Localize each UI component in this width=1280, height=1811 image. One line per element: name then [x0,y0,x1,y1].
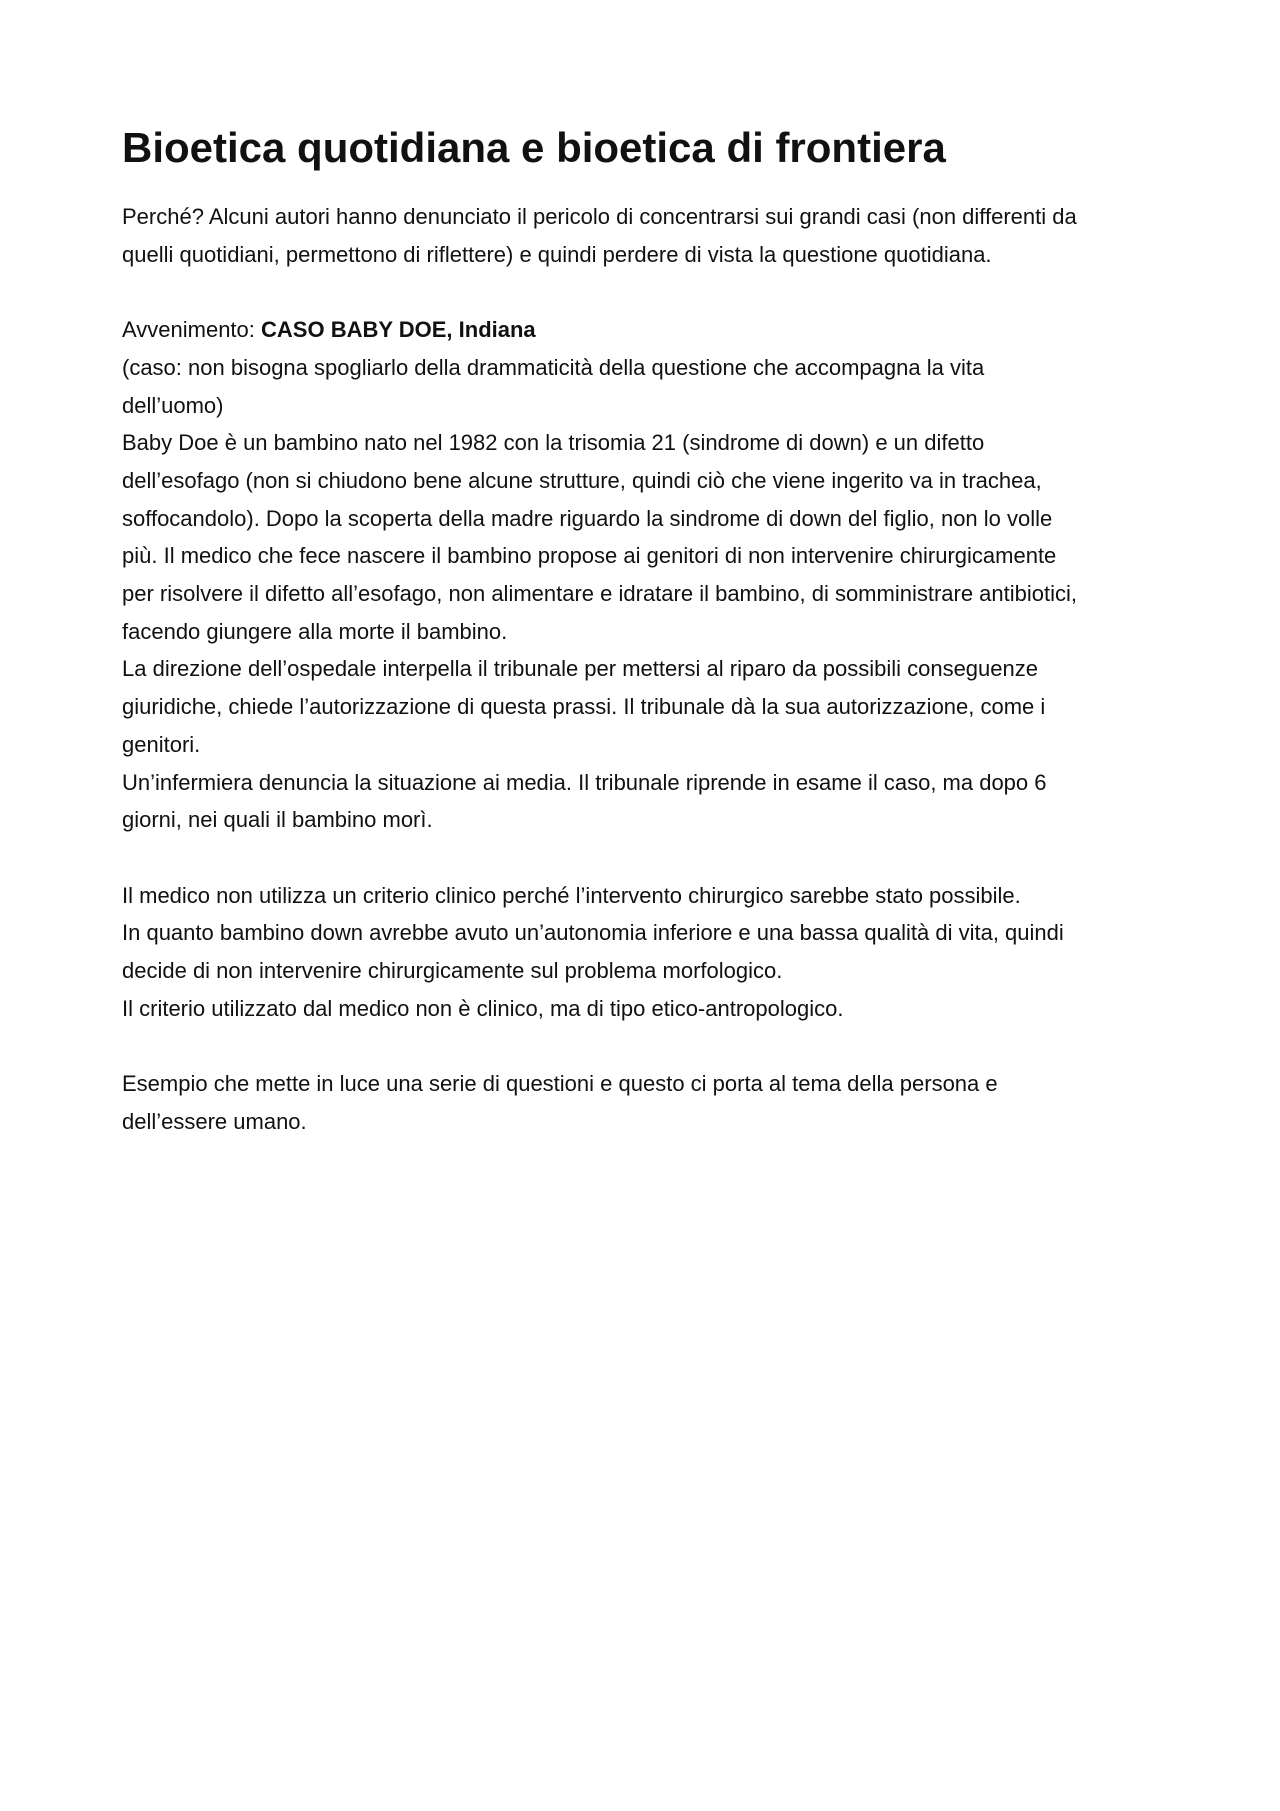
text-line: dell’uomo) [122,392,224,418]
paragraph-spacer [122,273,1182,311]
text-line: genitori. [122,731,201,757]
text-line: quelli quotidiani, permettono di riflettere) e quindi perdere di vista la questione quotidiana. [122,241,992,267]
text-line: soffocandolo). Dopo la scoperta della madre riguardo la sindrome di down del figlio, non lo volle [122,505,1053,531]
text-line: giorni, nei quali il bambino morì. [122,807,433,833]
case-section [122,311,1182,839]
intro-paragraph [122,198,1182,273]
paragraph-spacer [122,839,1182,877]
text-line: decide di non intervenire chirurgicamente sul problema morfologico. [122,958,783,984]
document-page [122,118,1182,1141]
text-line: Baby Doe è un bambino nato nel 1982 con la trisomia 21 (sindrome di down) e un difetto [122,430,985,456]
text-line: Perché? Alcuni autori hanno denunciato il pericolo di concentrarsi sui grandi casi (non differenti da [122,204,1077,229]
analysis-paragraph [122,877,1182,1028]
conclusion-paragraph [122,1065,1182,1140]
text-line: Esempio che mette in luce una serie di questioni e questo ci porta al tema della persona e [122,1071,998,1097]
event-label: Avvenimento: [122,317,262,343]
text-line: Il medico non utilizza un criterio clinico perché l’intervento chirurgico sarebbe stato possibile. [122,882,1021,908]
text-line: facendo giungere alla morte il bambino. [122,618,508,644]
text-line: dell’esofago (non si chiudono bene alcune strutture, quindi ciò che viene ingerito va in trachea, [122,467,1042,493]
text-line: Un’infermiera denuncia la situazione ai media. Il tribunale riprende in esame il caso, ma dopo 6 [122,769,1047,795]
text-line: (caso: non bisogna spogliarlo della drammaticità della questione che accompagna la vita [122,354,985,380]
paragraph-spacer [122,1027,1182,1065]
text-line: più. Il medico che fece nascere il bambino propose ai genitori di non intervenire chirurgicamente [122,543,1057,569]
text-line: dell’essere umano. [122,1108,307,1134]
event-line [122,311,1182,349]
text-line: In quanto bambino down avrebbe avuto un’autonomia inferiore e una bassa qualità di vita, quindi [122,920,1064,946]
text-line: per risolvere il difetto all’esofago, non alimentare e idratare il bambino, di somministrare antibiotici, [122,581,1078,607]
text-line: La direzione dell’ospedale interpella il tribunale per mettersi al riparo da possibili conseguenze [122,656,1038,682]
event-name: CASO BABY DOE, Indiana [261,317,536,343]
document-title: Bioetica quotidiana e bioetica di frontiera [122,124,946,171]
text-line: Il criterio utilizzato dal medico non è clinico, ma di tipo etico-antropologico. [122,995,844,1021]
text-line: giuridiche, chiede l’autorizzazione di questa prassi. Il tribunale dà la sua autorizzazione, come i [122,694,1046,720]
